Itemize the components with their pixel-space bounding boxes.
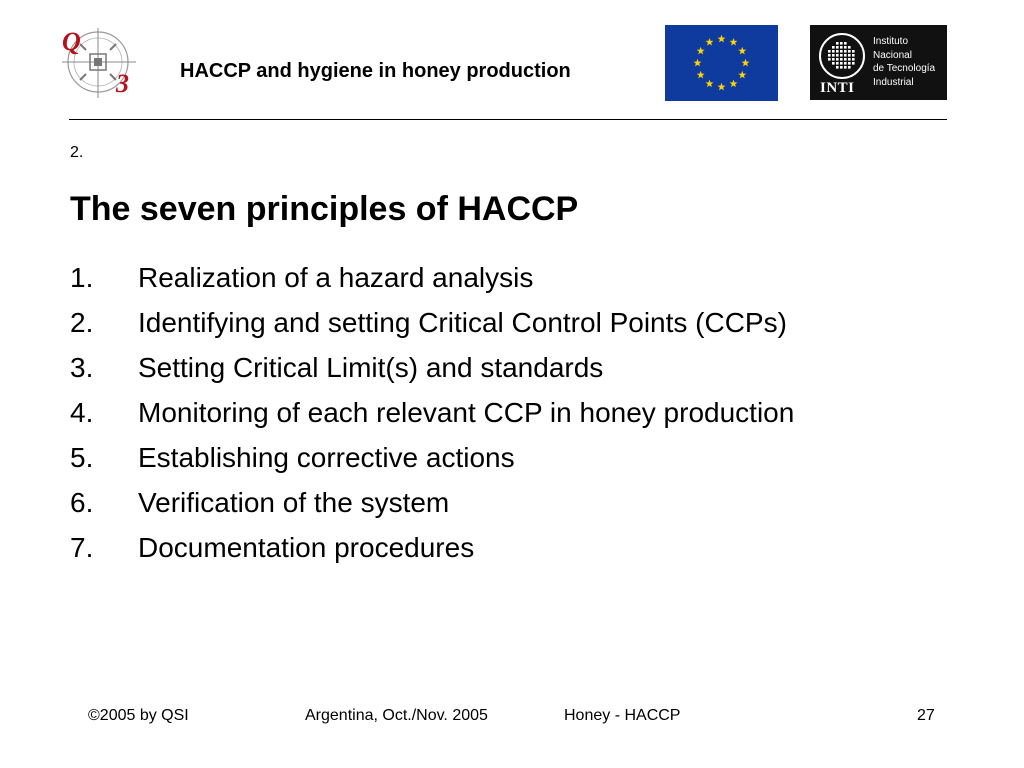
list-item-number: 6. bbox=[70, 487, 94, 518]
footer-place-date: Argentina, Oct./Nov. 2005 bbox=[305, 707, 488, 724]
inti-grid-cell bbox=[840, 42, 843, 45]
svg-text:Q: Q bbox=[62, 27, 81, 56]
inti-grid-cell bbox=[848, 62, 851, 65]
inti-grid-cell bbox=[852, 58, 855, 61]
eu-flag-icon bbox=[665, 25, 778, 101]
list-item-text: Establishing corrective actions bbox=[138, 442, 515, 473]
inti-grid-cell bbox=[844, 54, 847, 57]
eu-star-icon bbox=[706, 80, 714, 88]
inti-grid-cell bbox=[832, 62, 835, 65]
eu-star-icon bbox=[718, 35, 726, 43]
list-item bbox=[70, 260, 870, 296]
inti-grid-cell bbox=[836, 54, 839, 57]
eu-star-icon bbox=[738, 47, 746, 55]
eu-star-icon bbox=[730, 38, 738, 46]
inti-grid-cell bbox=[840, 66, 843, 69]
inti-grid-cell bbox=[852, 62, 855, 65]
inti-grid-cell bbox=[844, 58, 847, 61]
svg-text:3: 3 bbox=[116, 69, 129, 98]
eu-star-icon bbox=[730, 80, 738, 88]
slide-title: The seven principles of HACCP bbox=[70, 190, 579, 228]
list-item-number: 7. bbox=[70, 532, 94, 563]
list-item-text: Identifying and setting Critical Control Points (CCPs) bbox=[138, 307, 787, 338]
inti-grid-cell bbox=[828, 50, 831, 53]
list-item bbox=[70, 440, 870, 476]
inti-grid-cell bbox=[848, 50, 851, 53]
inti-emblem-icon bbox=[818, 32, 866, 80]
inti-grid-cell bbox=[844, 42, 847, 45]
list-item-number: 4. bbox=[70, 397, 94, 428]
inti-grid-cell bbox=[852, 50, 855, 53]
inti-grid-cell bbox=[840, 50, 843, 53]
inti-grid-cell bbox=[832, 54, 835, 57]
eu-star-icon bbox=[742, 59, 750, 67]
list-item-number: 5. bbox=[70, 442, 94, 473]
inti-grid-cell bbox=[848, 58, 851, 61]
inti-grid-cell bbox=[848, 46, 851, 49]
inti-grid-cell bbox=[828, 54, 831, 57]
inti-institute-name bbox=[873, 35, 935, 89]
inti-grid-cell bbox=[836, 46, 839, 49]
section-number: 2. bbox=[70, 144, 84, 161]
inti-wordmark: INTI bbox=[820, 80, 855, 96]
inti-grid-cell bbox=[836, 58, 839, 61]
inti-grid-cell bbox=[844, 66, 847, 69]
inti-grid-cell bbox=[840, 62, 843, 65]
eu-star-icon bbox=[738, 71, 746, 79]
inti-line: Industrial bbox=[873, 76, 914, 88]
list-item bbox=[70, 350, 870, 386]
inti-grid-cell bbox=[828, 58, 831, 61]
list-item-text: Documentation procedures bbox=[138, 532, 475, 563]
inti-grid-cell bbox=[852, 54, 855, 57]
list-item-number: 2. bbox=[70, 307, 94, 338]
eu-star-icon bbox=[697, 71, 705, 79]
inti-grid-cell bbox=[848, 66, 851, 69]
inti-grid-cell bbox=[844, 50, 847, 53]
inti-grid-cell bbox=[836, 62, 839, 65]
list-item bbox=[70, 530, 870, 566]
list-item bbox=[70, 395, 870, 431]
eu-star-icon bbox=[697, 47, 705, 55]
principles-list bbox=[70, 260, 870, 575]
inti-grid-cell bbox=[832, 50, 835, 53]
header-title: HACCP and hygiene in honey production bbox=[180, 60, 571, 82]
list-item-text: Realization of a hazard analysis bbox=[138, 262, 534, 293]
list-item bbox=[70, 485, 870, 521]
page-number: 27 bbox=[917, 707, 935, 724]
inti-grid-cell bbox=[848, 54, 851, 57]
list-item-text: Monitoring of each relevant CCP in honey production bbox=[138, 397, 795, 428]
qsi-logo-icon bbox=[56, 22, 148, 102]
inti-line: Instituto bbox=[873, 36, 909, 47]
list-item-text: Setting Critical Limit(s) and standards bbox=[138, 352, 604, 383]
inti-grid-cell bbox=[844, 46, 847, 49]
inti-line: de Tecnología bbox=[873, 63, 936, 74]
inti-grid-cell bbox=[840, 58, 843, 61]
header-divider bbox=[69, 119, 947, 120]
list-item-text: Verification of the system bbox=[138, 487, 450, 518]
inti-grid-cell bbox=[836, 50, 839, 53]
list-item-number: 1. bbox=[70, 262, 94, 293]
inti-grid-cell bbox=[840, 54, 843, 57]
inti-grid-cell bbox=[840, 46, 843, 49]
inti-grid-cell bbox=[844, 62, 847, 65]
inti-logo-icon bbox=[810, 25, 947, 100]
footer-topic: Honey - HACCP bbox=[564, 707, 681, 724]
inti-grid-cell bbox=[836, 42, 839, 45]
eu-star-icon bbox=[694, 59, 702, 67]
inti-line: Nacional bbox=[873, 49, 912, 61]
eu-star-icon bbox=[718, 83, 726, 91]
list-item bbox=[70, 305, 870, 341]
eu-star-icon bbox=[706, 38, 714, 46]
inti-grid-cell bbox=[836, 66, 839, 69]
inti-grid-cell bbox=[832, 58, 835, 61]
footer-copyright: ©2005 by QSI bbox=[88, 707, 189, 724]
inti-grid-cell bbox=[832, 46, 835, 49]
list-item-number: 3. bbox=[70, 352, 94, 383]
